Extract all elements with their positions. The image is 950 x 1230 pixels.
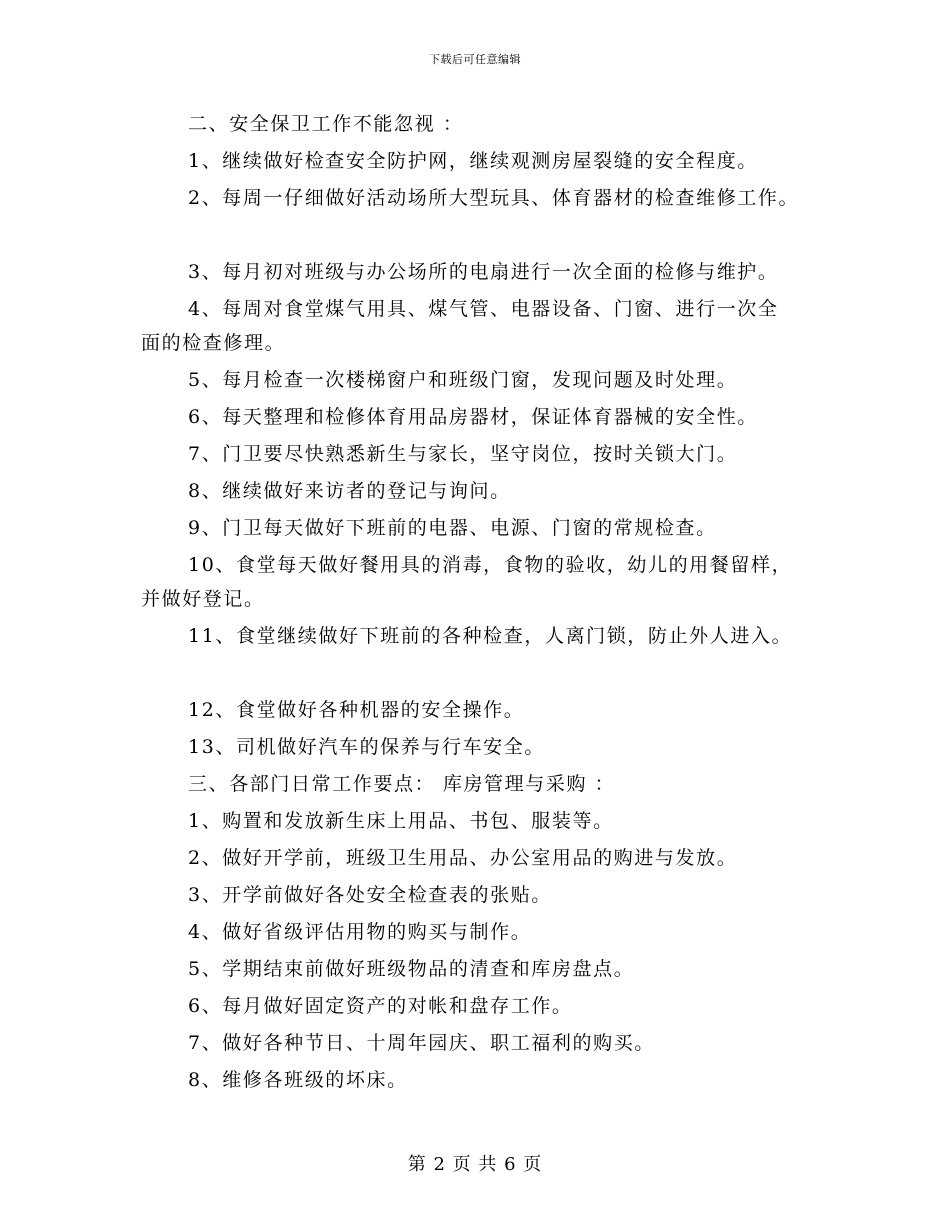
document-body: [141, 114, 821, 1107]
list-item: 3、开学前做好各处安全检查表的张贴。: [188, 884, 552, 906]
list-item: 10、食堂每天做好餐用具的消毒，食物的验收，幼儿的用餐留样，: [188, 554, 793, 576]
list-item: 5、学期结束前做好班级物品的清查和库房盘点。: [188, 958, 635, 980]
list-item: 6、每月做好固定资产的对帐和盘存工作。: [188, 995, 573, 1017]
section-heading-departments: 三、各部门日常工作要点： 库房管理与采购 ：: [188, 773, 616, 795]
list-item: 7、门卫要尽快熟悉新生与家长，坚守岗位，按时关锁大门。: [188, 443, 738, 465]
list-item: 12、食堂做好各种机器的安全操作。: [188, 699, 525, 721]
list-item: 4、每周对食堂煤气用具、煤气管、电器设备、门窗、进行一次全: [188, 298, 779, 320]
list-item: 2、做好开学前，班级卫生用品、办公室用品的购进与发放。: [188, 847, 738, 869]
list-item: 9、门卫每天做好下班前的电器、电源、门窗的常规检查。: [188, 517, 717, 539]
section-heading-security: 二、安全保卫工作不能忽视 ：: [188, 113, 464, 135]
list-item: 7、做好各种节日、十周年园庆、职工福利的购买。: [188, 1032, 655, 1054]
list-item: 11、食堂继续做好下班前的各种检查，人离门锁，防止外人进入。: [188, 625, 793, 647]
list-item: 1、继续做好检查安全防护网，继续观测房屋裂缝的安全程度。: [188, 150, 758, 172]
list-item: 2、每周一仔细做好活动场所大型玩具、体育器材的检查维修工作。: [188, 187, 800, 209]
list-item: 8、继续做好来访者的登记与询问。: [188, 480, 511, 502]
list-item: 3、每月初对班级与办公场所的电扇进行一次全面的检修与维护。: [188, 261, 779, 283]
list-item: 1、购置和发放新生床上用品、书包、服装等。: [188, 810, 614, 832]
page-header-note: 下载后可任意编辑: [429, 53, 521, 66]
list-item-continuation: 面的检查修理。: [141, 332, 286, 354]
list-item: 13、司机做好汽车的保养与行车安全。: [188, 736, 545, 758]
list-item: 6、每天整理和检修体育用品房器材，保证体育器械的安全性。: [188, 406, 758, 428]
list-item: 4、做好省级评估用物的购买与制作。: [188, 921, 532, 943]
page-number: 第 2 页 共 6 页: [407, 1154, 543, 1175]
list-item: 5、每月检查一次楼梯窗户和班级门窗，发现问题及时处理。: [188, 369, 738, 391]
list-item: 8、维修各班级的坏床。: [188, 1069, 408, 1091]
list-item-continuation: 并做好登记。: [141, 588, 265, 610]
